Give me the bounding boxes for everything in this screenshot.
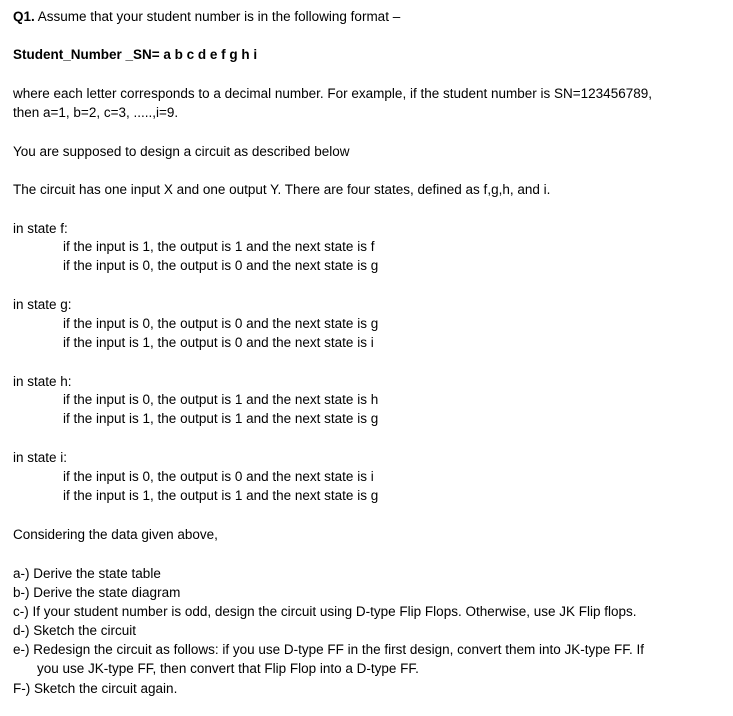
question-intro [13, 8, 400, 26]
state-f-heading: in state f: [13, 221, 68, 236]
question-number: Q1. [13, 9, 35, 24]
state-i-rule-1: if the input is 0, the output is 0 and the next state is i [63, 469, 374, 484]
state-f-rule-2: if the input is 0, the output is 0 and the next state is g [63, 258, 379, 273]
task-c: c-) If your student number is odd, design the circuit using D-type Flip Flops. Otherwise, use JK Flip flops. [13, 604, 637, 619]
task-e-line-2: you use JK-type FF, then convert that Flip Flop into a D-type FF. [37, 661, 419, 676]
state-g-rule-1: if the input is 0, the output is 0 and the next state is g [63, 316, 379, 331]
state-i-heading: in state i: [13, 450, 68, 465]
state-i-rule-2: if the input is 1, the output is 1 and the next state is g [63, 488, 379, 503]
state-h-rule-2: if the input is 1, the output is 1 and the next state is g [63, 411, 379, 426]
circuit-description: The circuit has one input X and one output Y. There are four states, defined as f,g,h, and i. [13, 182, 551, 197]
design-instruction: You are supposed to design a circuit as described below [13, 144, 350, 159]
student-number-format: Student_Number _SN= a b c d e f g h i [13, 47, 258, 62]
task-f: F-) Sketch the circuit again. [13, 681, 178, 696]
explanation-line-1: where each letter corresponds to a decimal number. For example, if the student number is SN=123456789, [13, 86, 652, 101]
question-intro-text: Assume that your student number is in the following format – [34, 9, 401, 24]
state-h-rule-1: if the input is 0, the output is 1 and the next state is h [63, 392, 379, 407]
task-e-line-1: e-) Redesign the circuit as follows: if you use D-type FF in the first design, convert them into JK-type FF. If [13, 642, 644, 657]
task-d: d-) Sketch the circuit [13, 623, 137, 638]
state-g-rule-2: if the input is 1, the output is 0 and the next state is i [63, 335, 374, 350]
state-h-heading: in state h: [13, 374, 72, 389]
explanation-line-2: then a=1, b=2, c=3, .....,i=9. [13, 105, 179, 120]
task-a: a-) Derive the state table [13, 566, 161, 581]
considering-line: Considering the data given above, [13, 527, 218, 542]
state-g-heading: in state g: [13, 297, 72, 312]
state-f-rule-1: if the input is 1, the output is 1 and the next state is f [63, 239, 375, 254]
task-b: b-) Derive the state diagram [13, 585, 181, 600]
